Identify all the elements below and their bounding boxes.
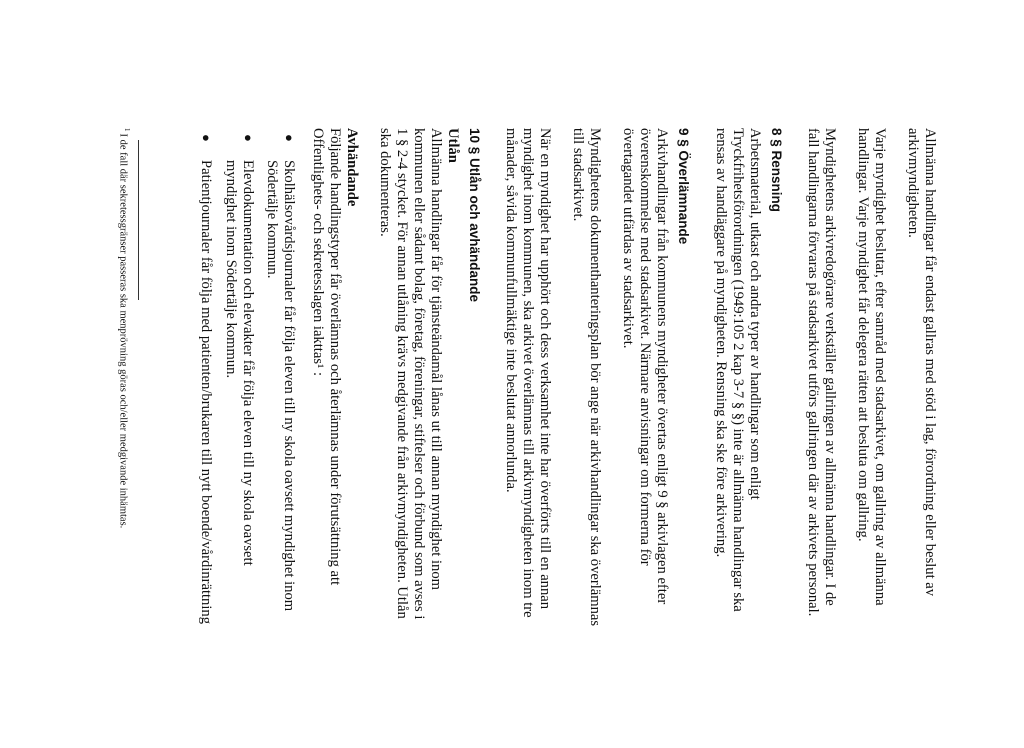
- section-paragraph: När en myndighet har upphört och dess verksamhet inte har överförts till en annan myndighet inom kommunen, ska arkivet överlämnas till arkivmyndigheten inom tre månader, såvida kommunfullmäktige inte beslutat annorlunda.: [503, 128, 554, 618]
- bullet-icon: ●: [282, 134, 298, 142]
- footnote-divider: [138, 140, 139, 300]
- section-paragraph: Arbetsmaterial, utkast och andra typer av handlingar som enligt Tryckfrihetsförordningen (1949:105 2 kap 3-7 § §) inte är allmänna handlingar ska rensas av handläggare på myndigheten. Rensning ska ske före arkivering.: [712, 128, 763, 612]
- bullet-icon: ●: [198, 134, 214, 142]
- subheading-utlan: Utlån: [444, 128, 461, 163]
- avhandande-text: Följande handlingstyper får överlämnas och återlämnas under förutsättning att Offentlighets- och sekretesslagen iakttas: [310, 128, 344, 586]
- footnote-text: I de fall där sekretessgränser passeras ska menprövning göras och/eller medgivande inhämtas.: [117, 133, 129, 529]
- bullet-icon: ●: [240, 134, 256, 142]
- intro-paragraph: Myndighetens arkivredogörare verkställer gallringen av allmänna handlingar. I de fall handlingarna förvaras på stadsarkivet utförs gallringen där av arkivets personal.: [805, 128, 839, 617]
- footnote: [117, 128, 134, 748]
- section-heading-utlan: 10 § Utlån och avhändande: [466, 128, 482, 303]
- list-item-text: Patientjournaler får följa med patienten/brukaren till nytt boende/vårdinrättning: [197, 160, 214, 625]
- document-body: [197, 128, 1024, 628]
- list-item: [222, 128, 256, 628]
- section-paragraph: Myndighetens dokumenthanteringsplan bör ange när arkivhandlingar ska överlämnas till stadsarkivet.: [570, 128, 604, 627]
- list-item: [197, 128, 214, 628]
- footnote-marker: 1: [123, 128, 131, 132]
- section-paragraph: [309, 128, 343, 628]
- intro-paragraph: Varje myndighet beslutar, efter samråd med stadsarkivet, om gallring av allmänna handlingar. Varje myndighet får delegera rätten att besluta om gallring.: [855, 128, 889, 606]
- footnote-reference: ¹ :: [310, 364, 327, 377]
- list-item-text: Elevdokumentation och elevakter får följa eleven till ny skola oavsett myndighet inom Södertälje kommun.: [222, 160, 256, 566]
- section-paragraph: Arkivhandlingar från kommunens myndigheter övertas enligt 9 § arkivlagen efter överenskommelse med stadsarkivet. Närmare anvisningar om formerna för övertagandet utfärdas av stadsarkivet.: [620, 128, 670, 605]
- section-heading-overlamnande: 9 § Överlämnande: [675, 128, 691, 245]
- subheading-avhandande: Avhändande: [344, 128, 361, 207]
- section-heading-rensning: 8 § Rensning: [768, 128, 784, 213]
- section-paragraph: Allmänna handlingar får för tjänsteändamål lånas ut till annan myndighet inom kommunen eller sådant bolag, företag, föreningar, stiftelser och förbund som avses i 1 § 2-4 stycket. För annan utlåning krävs medgivande från arkivmyndigheten. Utlån ska dokumenteras.: [376, 128, 444, 620]
- bullet-list: [197, 128, 298, 628]
- list-item: [264, 128, 298, 628]
- intro-paragraph: Allmänna handlingar får endast gallras med stöd i lag, förordning eller beslut av arkivmyndigheten.: [905, 128, 938, 597]
- list-item-text: Skolhälsovårdsjournaler får följa eleven till ny skola oavsett myndighet inom Södertälje kommun.: [264, 160, 298, 612]
